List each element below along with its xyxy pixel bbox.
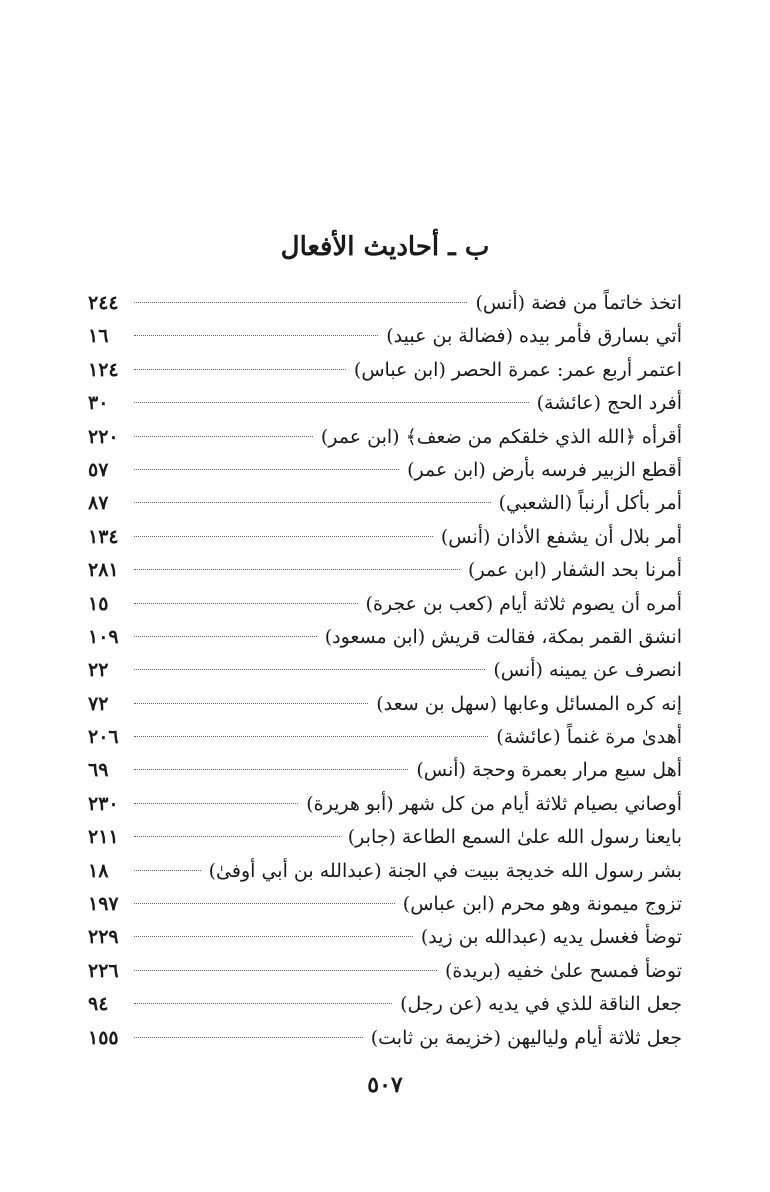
entry-page-number: ١٥ bbox=[88, 592, 109, 615]
index-entry bbox=[88, 921, 682, 954]
entry-text: أمر بأكل أرنباً (الشعبي) bbox=[498, 492, 682, 515]
section-title: ب ـ أحاديث الأفعال bbox=[280, 232, 490, 262]
entry-page-number: ٣٠ bbox=[88, 392, 109, 415]
entry-page-number: ٢٢٦ bbox=[88, 959, 119, 982]
entry-page-number: ٢٨١ bbox=[88, 559, 119, 582]
entry-page-number: ٥٧ bbox=[88, 458, 109, 481]
entry-page-number: ٩٤ bbox=[88, 993, 109, 1016]
entry-text: أمرنا بحد الشفار (ابن عمر) bbox=[468, 559, 682, 582]
index-entry bbox=[88, 320, 682, 353]
entry-text: أهدىٰ مرة غنماً (عائشة) bbox=[496, 726, 682, 749]
dot-leader bbox=[134, 970, 437, 971]
dot-leader bbox=[134, 636, 317, 637]
dot-leader bbox=[134, 369, 346, 370]
index-entry bbox=[88, 1022, 682, 1055]
dot-leader bbox=[134, 736, 488, 737]
dot-leader bbox=[134, 1003, 392, 1004]
index-entry bbox=[88, 988, 682, 1021]
index-entry bbox=[88, 888, 682, 921]
index-entry bbox=[88, 721, 682, 754]
entry-text: أقرأه ﴿الله الذي خلقكم من ضعف﴾ (ابن عمر) bbox=[320, 425, 682, 448]
dot-leader bbox=[134, 1037, 363, 1038]
entry-page-number: ٧٢ bbox=[88, 692, 109, 715]
entry-text: توضأ فمسح علىٰ خفيه (بريدة) bbox=[444, 959, 682, 982]
dot-leader bbox=[134, 703, 368, 704]
entry-page-number: ١٨ bbox=[88, 859, 109, 882]
entry-text: جعل الناقة للذي في يديه (عن رجل) bbox=[400, 993, 682, 1016]
entry-text: أقطع الزبير فرسه بأرض (ابن عمر) bbox=[407, 458, 682, 481]
entry-text: انصرف عن يمينه (أنس) bbox=[493, 659, 682, 682]
entry-page-number: ٨٧ bbox=[88, 492, 109, 515]
entry-text: بشر رسول الله خديجة ببيت في الجنة (عبدالله بن أبي أوفىٰ) bbox=[208, 859, 682, 882]
index-entry bbox=[88, 955, 682, 988]
entry-page-number: ٢٤٤ bbox=[88, 292, 119, 314]
entry-page-number: ٢٢٩ bbox=[88, 926, 119, 949]
index-entry bbox=[88, 788, 682, 821]
index-entry bbox=[88, 354, 682, 387]
dot-leader bbox=[134, 335, 378, 336]
index-entry bbox=[88, 387, 682, 420]
page-number: ٥٠٧ bbox=[367, 1072, 403, 1098]
index-entry bbox=[88, 588, 682, 621]
entry-text: أمره أن يصوم ثلاثة أيام (كعب بن عجرة) bbox=[365, 592, 682, 615]
index-entry bbox=[88, 654, 682, 687]
entry-page-number: ٢١١ bbox=[88, 826, 119, 849]
dot-leader bbox=[134, 903, 395, 904]
dot-leader bbox=[134, 936, 413, 937]
dot-leader bbox=[134, 769, 408, 770]
entry-text: اعتمر أربع عمر: عمرة الحصر (ابن عباس) bbox=[353, 358, 682, 381]
entry-page-number: ٢٢ bbox=[88, 659, 109, 682]
dot-leader bbox=[134, 402, 529, 403]
entry-text: توضأ فغسل يديه (عبدالله بن زيد) bbox=[420, 926, 682, 949]
entry-page-number: ١٥٥ bbox=[88, 1026, 119, 1049]
index-entry bbox=[88, 521, 682, 554]
dot-leader bbox=[134, 836, 340, 837]
entry-text: أفرد الحج (عائشة) bbox=[536, 392, 682, 415]
hadith-index-list bbox=[88, 287, 682, 1055]
entry-text: بايعنا رسول الله علىٰ السمع الطاعة (جابر) bbox=[347, 826, 682, 849]
dot-leader bbox=[134, 870, 201, 871]
index-entry bbox=[88, 688, 682, 721]
index-entry bbox=[88, 554, 682, 587]
dot-leader bbox=[134, 436, 313, 437]
entry-page-number: ١٠٩ bbox=[88, 625, 119, 648]
dot-leader bbox=[134, 502, 491, 503]
index-entry bbox=[88, 454, 682, 487]
entry-text: أمر بلال أن يشفع الأذان (أنس) bbox=[440, 525, 682, 548]
index-entry bbox=[88, 754, 682, 787]
entry-page-number: ٢٣٠ bbox=[88, 792, 119, 815]
entry-page-number: ٢٢٠ bbox=[88, 425, 119, 448]
entry-page-number: ٦٩ bbox=[88, 759, 109, 782]
entry-page-number: ١٢٤ bbox=[88, 358, 119, 381]
index-entry bbox=[88, 287, 682, 320]
dot-leader bbox=[134, 803, 298, 804]
entry-page-number: ٢٠٦ bbox=[88, 726, 119, 749]
entry-text: تزوج ميمونة وهو محرم (ابن عباس) bbox=[402, 893, 682, 916]
entry-text: أوصاني بصيام ثلاثة أيام من كل شهر (أبو هريرة) bbox=[306, 792, 682, 815]
dot-leader bbox=[134, 536, 433, 537]
index-entry bbox=[88, 421, 682, 454]
dot-leader bbox=[134, 302, 467, 303]
entry-text: انشق القمر بمكة، فقالت قريش (ابن مسعود) bbox=[324, 625, 682, 648]
dot-leader bbox=[134, 603, 358, 604]
entry-text: إنه كره المسائل وعابها (سهل بن سعد) bbox=[376, 692, 682, 715]
dot-leader bbox=[134, 569, 460, 570]
index-entry bbox=[88, 621, 682, 654]
entry-text: أهل سبع مرار بعمرة وحجة (أنس) bbox=[416, 759, 682, 782]
entry-page-number: ١٣٤ bbox=[88, 525, 119, 548]
entry-text: اتخذ خاتماً من فضة (أنس) bbox=[475, 292, 682, 314]
entry-page-number: ١٩٧ bbox=[88, 893, 119, 916]
dot-leader bbox=[134, 669, 485, 670]
entry-text: أتي بسارق فأمر بيده (فضالة بن عبيد) bbox=[386, 325, 682, 348]
index-entry bbox=[88, 821, 682, 854]
dot-leader bbox=[134, 469, 399, 470]
entry-text: جعل ثلاثة أيام ولياليهن (خزيمة بن ثابت) bbox=[370, 1026, 682, 1049]
index-entry bbox=[88, 855, 682, 888]
index-entry bbox=[88, 487, 682, 520]
entry-page-number: ١٦ bbox=[88, 325, 109, 348]
